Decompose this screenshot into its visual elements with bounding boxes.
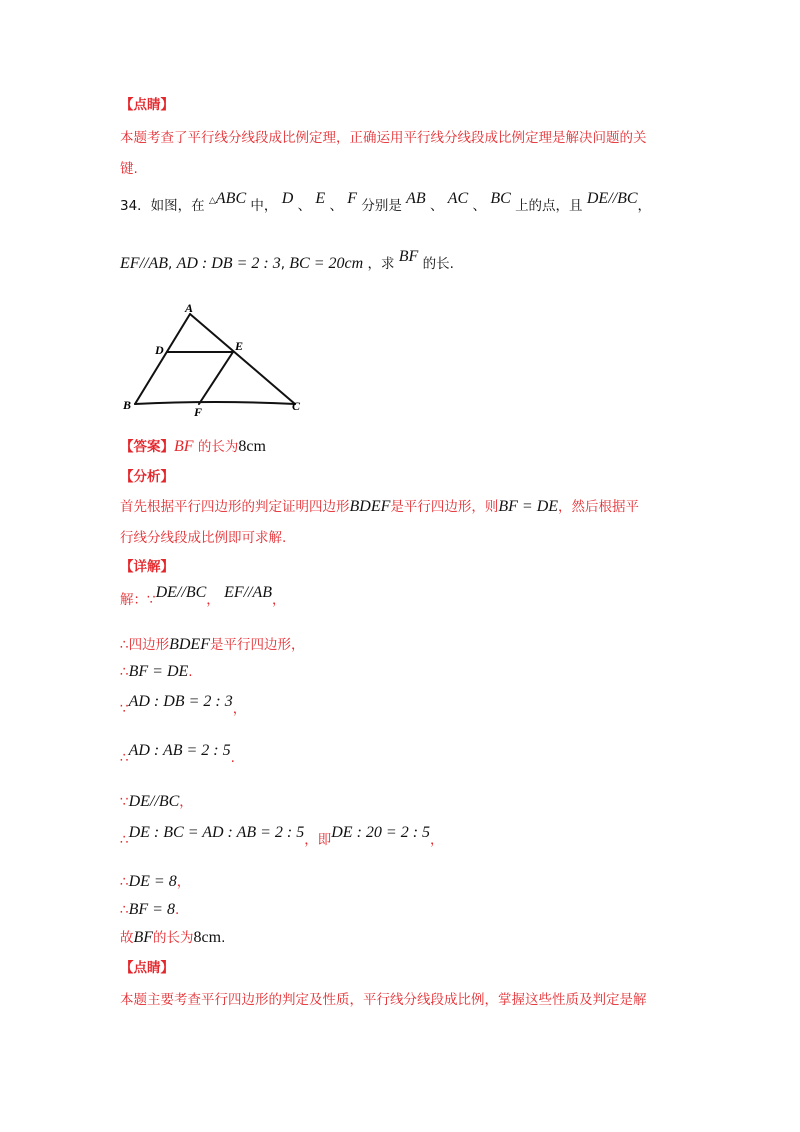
analysis-line-1 xyxy=(120,497,639,517)
segment-ef xyxy=(199,352,233,404)
end-comment-line: 本题主要考查平行四边形的判定及性质，平行线分线段成比例，掌握这些性质及判定是解 xyxy=(120,992,647,1008)
answer-text: 的长为 xyxy=(197,439,239,455)
question-number: 34．如图，在 xyxy=(120,198,205,214)
target-bf: BF xyxy=(398,248,419,265)
side-ac xyxy=(190,314,295,404)
detail-step-9: ∴BF = 8. xyxy=(120,901,180,918)
text-shangdedian: 上的点，且 xyxy=(515,198,583,214)
separator: 、 xyxy=(329,198,343,214)
condition-ad-db-ratio: AD : DB = 2 : 3 xyxy=(176,255,281,272)
triangle-symbol: △ xyxy=(208,196,216,206)
condition-bc-length: BC = 20cm xyxy=(289,255,364,272)
label-c: C xyxy=(292,399,301,413)
detail-step-8: ∴DE = 8， xyxy=(120,873,191,890)
step1-de-bc: DE//BC xyxy=(155,584,207,601)
detail-step-3: ∴BF = DE. xyxy=(120,663,193,680)
detail-step-7: ∴DE : BC = AD : AB = 2 : 5，即DE : 20 = 2 : 5， xyxy=(120,824,444,848)
question-line-2 xyxy=(120,248,454,274)
question-line-1 xyxy=(120,190,652,218)
detail-step-5: ∴AD : AB = 2 : 5. xyxy=(120,742,235,766)
detail-step-6: ∵DE//BC， xyxy=(120,793,193,810)
detail-step-10: 故BF的长为8cm. xyxy=(120,929,226,946)
point-e: E xyxy=(315,190,326,207)
eq-bf-de: BF = DE xyxy=(498,498,559,515)
segment-ab: AB xyxy=(406,190,426,207)
segment-bc: BC xyxy=(490,190,511,207)
analysis-line-2: 行线分线段成比例即可求解. xyxy=(120,530,287,546)
answer-value: 8cm xyxy=(238,438,266,455)
analysis-text-c: 是平行四边形，则 xyxy=(390,499,499,515)
comma: , xyxy=(280,256,285,272)
segment-ac: AC xyxy=(447,190,469,207)
end-comment-tag: 【点睛】 xyxy=(120,960,174,976)
side-ab xyxy=(135,314,190,404)
label-a: A xyxy=(185,301,194,315)
detail-step-1: 解：∵DE//BC， EF//AB， xyxy=(120,584,286,608)
detail-step-4: ∵AD : DB = 2 : 3， xyxy=(120,693,247,717)
separator: 、 xyxy=(472,198,487,214)
analysis-text-e: ，然后根据平 xyxy=(558,499,640,515)
quad-bdef: BDEF xyxy=(349,498,391,515)
comma: ， xyxy=(637,198,652,214)
detail-step-2: ∴四边形BDEF是平行四边形， xyxy=(120,636,305,653)
comma: , xyxy=(167,256,173,272)
top-comment-tag: 【点睛】 xyxy=(120,97,174,113)
text-qiu: ，求 xyxy=(367,256,395,272)
point-f: F xyxy=(347,190,358,207)
label-d: D xyxy=(155,343,164,357)
top-comment-line-2: 键. xyxy=(120,161,138,177)
detail-tag: 【详解】 xyxy=(120,559,174,575)
label-f: F xyxy=(194,405,203,419)
answer-line xyxy=(120,437,266,457)
point-d: D xyxy=(281,190,294,207)
triangle-figure xyxy=(115,300,315,420)
top-comment-line-1: 本题考查了平行线分线段成比例定理，正确运用平行线分线段成比例定理是解决问题的关 xyxy=(120,130,647,146)
side-bc xyxy=(135,402,295,404)
separator: 、 xyxy=(429,198,444,214)
analysis-text-a: 首先根据平行四边形的判定证明四边形 xyxy=(120,499,350,515)
step1-ef-ab: EF//AB xyxy=(224,584,273,601)
text-fenbieshi: 分别是 xyxy=(361,198,402,214)
separator: 、 xyxy=(297,198,312,214)
analysis-tag: 【分析】 xyxy=(120,469,174,485)
label-e: E xyxy=(235,339,244,353)
answer-var: BF xyxy=(174,438,194,455)
condition-ef-parallel-ab: EF//AB xyxy=(120,255,168,272)
text-dechang: 的长. xyxy=(422,256,454,272)
text-zhong: 中， xyxy=(250,198,278,214)
condition-de-parallel-bc: DE//BC xyxy=(586,190,638,207)
label-b: B xyxy=(123,398,132,412)
answer-tag: 【答案】 xyxy=(120,439,174,455)
triangle-name: ABC xyxy=(215,190,247,207)
